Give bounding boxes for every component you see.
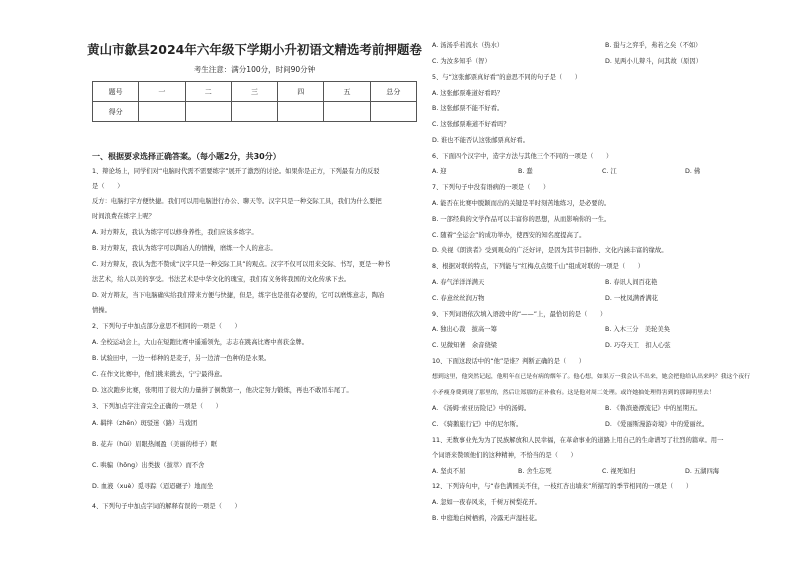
- option-text: D. 佛: [685, 168, 701, 175]
- option-text: B. 这张邮票不能不好看。: [432, 105, 504, 112]
- option-text: A. 独出心裁 拔高一筹: [432, 326, 497, 333]
- question-text: 7、下列句子中没有语病的一项是（ ）: [432, 184, 550, 191]
- question-text: 9、下列词语依次填入语段中的“——”上，最恰切的是（ ）: [432, 311, 607, 318]
- score-header: 二: [185, 82, 231, 102]
- option-text: B. 蠢: [518, 168, 533, 175]
- option-text: B. 入木三分 美轮美奂: [605, 326, 670, 333]
- score-cell[interactable]: [324, 102, 370, 122]
- score-header: 总分: [370, 82, 416, 102]
- option-text: D. 巧夺天工 扣人心弦: [605, 342, 671, 349]
- option-text: C. 视死如归: [602, 468, 636, 475]
- option-text: B. 舍生忘死: [518, 468, 552, 475]
- option-text: C. 见微知著 余音绕梁: [432, 342, 498, 349]
- score-row-label: 得分: [93, 102, 139, 122]
- question-text: 是（ ）: [92, 183, 124, 190]
- option-text: B. 对方辩友，我认为练字可以陶冶人的情操，磨练一个人的意志。: [92, 245, 277, 252]
- option-text: C. 江: [602, 168, 617, 175]
- question-text: 8、根据对联的特点，下列能与“红梅点点缀千山”组成对联的一项是（ ）: [432, 263, 645, 270]
- exam-title: 黄山市歙县2024年六年级下学期小升初语文精选考前押题卷: [87, 42, 422, 57]
- question-text: 1、辩论场上，同学们对“电脑时代需不需要练字”展开了激烈的讨论。如果你是正方，下列最有力的反驳: [92, 168, 380, 175]
- score-value-row: [93, 102, 417, 122]
- option-text: A. 忽如一夜春风来，千树万树梨花开。: [432, 499, 541, 506]
- passage-text: 小矛瘦身费到现了那里的，然后让郑那的正补救有。这是他对周二处理。或许她抽处理得害到的那调明里去！: [432, 390, 715, 396]
- option-text: B. 《鲁滨逊漂流记》中的星期五。: [605, 405, 702, 412]
- option-text: A. 迎: [432, 168, 447, 175]
- option-text: D. 这次跑步比赛，张明用了很大的力量拼了倒数第一，他决定努力锻炼，再也不敢吊车尾了。: [92, 387, 353, 394]
- option-text: A. 羁绊（zhēn）斑驳迷（路）马戏团: [92, 420, 198, 427]
- question-text: 5、与“这张邮票真好看”的意思不同的句子是（ ）: [432, 74, 582, 81]
- option-text: B. 花卉（hūi）眉眼热闹盈（美丽的样子）眶: [92, 441, 218, 448]
- score-cell[interactable]: [139, 102, 185, 122]
- question-text: 10、下面这段话中的“他”是谁？判断正确的是（ ）: [432, 358, 586, 365]
- score-header: 五: [324, 82, 370, 102]
- option-text: D. 见两小儿辩斗，问其故（原因）: [605, 58, 703, 65]
- option-text: A. 全校运动会上，大山在短跑比赛中遥遥领先，志志在跳高比赛中喜获金牌。: [92, 339, 308, 346]
- option-text: C. 随着“全运会”的成功举办，使西安的知名度提高了。: [432, 232, 586, 239]
- question-text: 11、无数事业先为为了民族解放和人民幸福，在革命事业的道路上用自己的生命谱写了壮烈的篇章。用一: [432, 437, 724, 444]
- option-text: B. 春讯人间百花艳: [605, 279, 658, 286]
- option-text: C. 对方辩友，我认为您不赞成“汉字只是一种交际工具”的观点。汉字不仅可以用来交际、书写，更是一种书: [92, 261, 391, 268]
- option-text: B. 试验田中，一边一样种的是麦子，另一边清一色种的是水果。: [92, 355, 271, 362]
- score-header: 三: [231, 82, 277, 102]
- question-text: 2、下列句子中加点部分意思不相同的一项是（ ）: [92, 323, 241, 330]
- option-text: C. 为汝多知乎（智）: [432, 58, 491, 65]
- question-text: 个词语来赞颂他们的这种精神，不恰当的是（ ）: [432, 452, 577, 459]
- score-cell[interactable]: [231, 102, 277, 122]
- score-header: 一: [139, 82, 185, 102]
- option-text: D. 对方辩友，当下电脑确实给我们带来方便与快捷，但是，练字也是很有必要的，它可以磨炼意志，陶冶: [92, 292, 385, 299]
- option-text: A. 这张邮票难道好看吗？: [432, 90, 504, 97]
- question-text: 3、下列加点字注音完全正确的一项是（ ）: [92, 403, 222, 410]
- option-text: C. 春意丝丝润万物: [432, 295, 485, 302]
- option-text: B. 中庭地白树栖鸦，冷露无声湿桂花。: [432, 515, 542, 522]
- option-text: 法艺术，给人以美的享受。书法艺术是中华文化的瑰宝，我们有义务将我国的文化传承下去。: [92, 276, 351, 283]
- option-text: A. 汤汤乎若流水（热水）: [432, 42, 504, 49]
- option-text: A. 春气洋洋洋满天: [432, 279, 485, 286]
- question-text: 12、下列诗句中，与“春色满园关不住，一枝红杏出墙来”所描写的季节相同的一项是（ ）: [432, 483, 693, 490]
- exam-note: 考生注意：满分100分，时间90分钟: [193, 65, 316, 74]
- option-text: D. 谁也不能否认这张邮票真好看。: [432, 137, 530, 144]
- option-text: B. 一部经典的文学作品可以丰富你的思想，从而影响你的一生。: [432, 216, 611, 223]
- option-text: D. 五湖四海: [685, 468, 720, 475]
- score-cell[interactable]: [278, 102, 324, 122]
- option-text: A. 坚贞不屈: [432, 468, 466, 475]
- score-cell[interactable]: [370, 102, 416, 122]
- option-text: C. 在作文比赛中，他们挑来挑去，宁宁最得意。: [92, 371, 227, 378]
- question-text: 时间浪费在练字上呢？: [92, 213, 155, 220]
- passage-text: 想到这里，他突然记起，他明年在已是有病的烟年了。他心想，如果万一我会认不出来，她会把他给认出来吗？我这个夜行: [432, 374, 751, 380]
- question-text: 反方：电脑打字方便快捷。我们可以用电脑进行办公、聊天等。汉字只是一种交际工具，我们为什么要把: [92, 198, 382, 205]
- question-text: 4、下列句子中加点字词的解释有误的一项是（ ）: [92, 503, 241, 510]
- option-text: A. 对方辩友，我认为练字可以修身养性，我们应该多练字。: [92, 229, 258, 236]
- score-table: [92, 81, 417, 122]
- option-text: D. 血液（xuè）觅寻踪（迢迢碾子）地而坐: [92, 483, 214, 490]
- section-heading: 一、根据要求选择正确答案。（每小题2分，共30分）: [92, 152, 281, 161]
- option-text: C. 哄骗（hōng）出类拔（拔萃）而不舍: [92, 462, 205, 469]
- option-text: D. 央视《朗读者》受到观众的广泛好评，是因为其节目制作、文化内涵丰富的缘故。: [432, 247, 668, 254]
- option-text: D. 《爱丽斯漫游奇境》中的爱丽丝。: [605, 421, 709, 428]
- option-text: A. 能否在比赛中脱颖而出的关键是平时刻苦地练习，是必要的。: [432, 200, 611, 207]
- score-header: 四: [278, 82, 324, 102]
- score-header: 题号: [93, 82, 139, 102]
- question-text: 6、下面四个汉字中，造字方法与其他三个不同的一项是（ ）: [432, 153, 613, 160]
- score-cell[interactable]: [185, 102, 231, 122]
- option-text: B. 蛩与之弈乎，弗若之矣（不如）: [605, 42, 702, 49]
- option-text: 情操。: [92, 307, 111, 314]
- option-text: A. 《汤姆·索亚历险记》中的汤姆。: [432, 405, 531, 412]
- option-text: D. 一枕凤满香满花: [605, 295, 658, 302]
- option-text: C. 《骑鹅旅行记》中的尼尔斯。: [432, 421, 523, 428]
- score-header-row: [93, 82, 417, 102]
- option-text: C. 这张邮票难道不好看吗？: [432, 121, 510, 128]
